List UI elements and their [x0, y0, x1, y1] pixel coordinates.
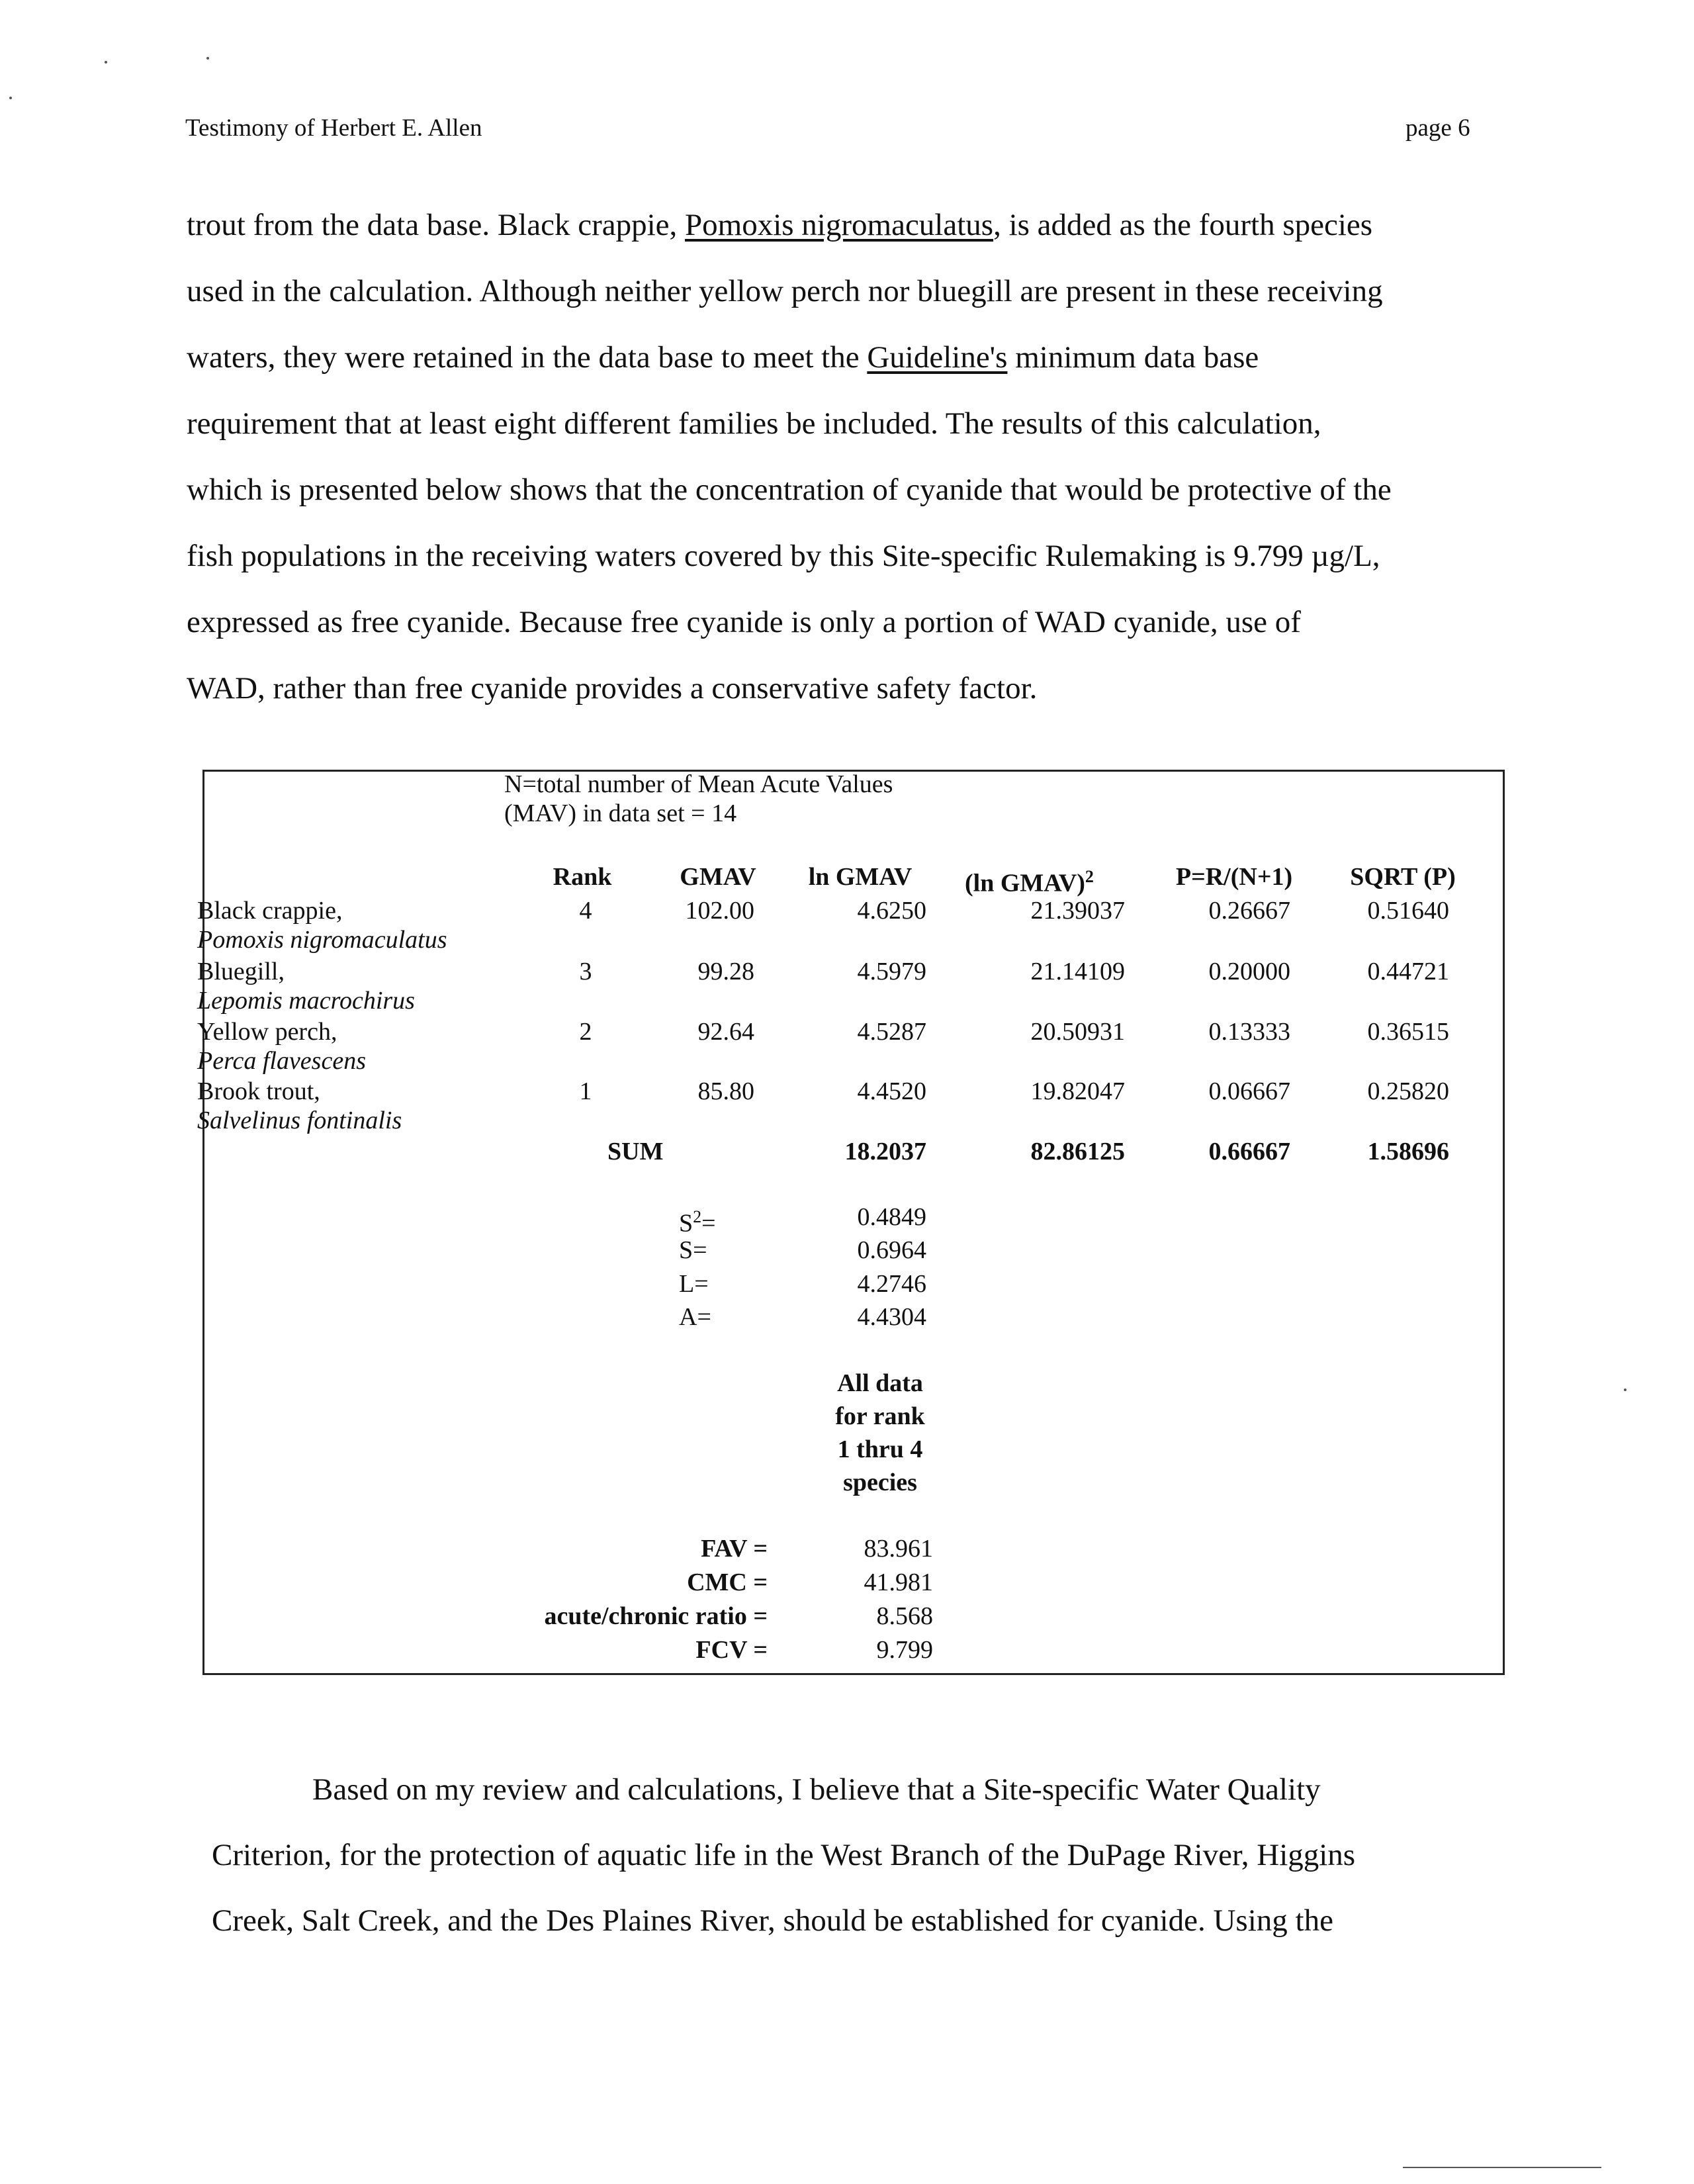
intro-line-1: [187, 192, 1392, 258]
stat-s-squared-value: 0.4849: [857, 1203, 926, 1231]
intro-line-3: [187, 324, 1392, 390]
document-header-title: Testimony of Herbert E. Allen: [185, 114, 482, 142]
stat-a-label: A=: [679, 1303, 711, 1331]
sum-p: 0.66667: [1208, 1138, 1290, 1165]
intro-line-7: expressed as free cyanide. Because free cyanide is only a portion of WAD cyanide, use of: [187, 605, 1301, 639]
row-1-rank: 4: [579, 897, 592, 925]
species-name-underlined: Pomoxis nigromaculatus: [685, 208, 994, 242]
stat-s-squared-base: S: [679, 1209, 693, 1238]
all-data-line-3: 1 thru 4: [837, 1435, 923, 1463]
row-2-p: 0.20000: [1208, 958, 1290, 985]
intro-line-5: which is presented below shows that the concentration of cyanide that would be protective of the: [187, 473, 1392, 507]
row-1-common-name: Black crappie,: [197, 897, 343, 925]
footer-rule: [1403, 2167, 1601, 2168]
row-2-latin-name: Lepomis macrochirus: [197, 987, 415, 1015]
row-3-ln-gmav-sq: 20.50931: [1030, 1018, 1125, 1046]
header-p: P=R/(N+1): [1175, 863, 1293, 891]
scan-speck: [9, 97, 12, 99]
stat-s-value: 0.6964: [857, 1236, 926, 1264]
row-1-ln-gmav: 4.6250: [857, 897, 926, 925]
row-3-gmav: 92.64: [697, 1018, 754, 1046]
row-1-latin-name: Pomoxis nigromaculatus: [197, 926, 447, 954]
table-note-line-1: N=total number of Mean Acute Values: [504, 770, 893, 798]
result-fav-value: 83.961: [864, 1535, 933, 1563]
row-1-p: 0.26667: [1208, 897, 1290, 925]
header-superscript: 2: [1085, 867, 1094, 886]
conclusion-line-2: Criterion, for the protection of aquatic life in the West Branch of the DuPage River, Higgins: [212, 1838, 1356, 1872]
header-rank: Rank: [553, 863, 612, 891]
row-1-ln-gmav-sq: 21.39037: [1030, 897, 1125, 925]
stat-a-value: 4.4304: [857, 1303, 926, 1331]
row-4-ln-gmav-sq: 19.82047: [1030, 1077, 1125, 1105]
row-1-sqrt-p: 0.51640: [1367, 897, 1449, 925]
result-fcv-label: FCV =: [695, 1636, 768, 1664]
intro-paragraph: [187, 192, 1392, 721]
all-data-line-2: for rank: [835, 1402, 925, 1430]
result-cmc-value: 41.981: [864, 1569, 933, 1596]
conclusion-line-1: Based on my review and calculations, I believe that a Site-specific Water Quality: [312, 1772, 1321, 1807]
row-3-p: 0.13333: [1208, 1018, 1290, 1046]
row-4-ln-gmav: 4.4520: [857, 1077, 926, 1105]
row-3-latin-name: Perca flavescens: [197, 1047, 366, 1075]
result-acute-chronic-label: acute/chronic ratio =: [544, 1602, 768, 1630]
intro-line-3-a: waters, they were retained in the data base to meet the: [187, 340, 868, 375]
header-ln-gmav: ln GMAV: [808, 863, 913, 891]
intro-line-4: requirement that at least eight different families be included. The results of this calculation,: [187, 406, 1321, 441]
row-2-gmav: 99.28: [697, 958, 754, 985]
row-3-common-name: Yellow perch,: [197, 1018, 337, 1046]
all-data-line-4: species: [843, 1469, 917, 1496]
sum-ln-gmav-sq: 82.86125: [1030, 1138, 1125, 1165]
intro-line-6: fish populations in the receiving waters covered by this Site-specific Rulemaking is 9.799 µg/L,: [187, 539, 1380, 573]
stat-s-label: S=: [679, 1236, 707, 1264]
conclusion-line-3: Creek, Salt Creek, and the Des Plaines River, should be established for cyanide. Using the: [212, 1903, 1333, 1938]
row-4-sqrt-p: 0.25820: [1367, 1077, 1449, 1105]
header-ln-gmav-squared-base: (ln GMAV): [965, 869, 1085, 897]
intro-line-1-a: trout from the data base. Black crappie,: [187, 208, 686, 242]
stat-s-squared-sup: 2: [693, 1207, 702, 1226]
result-cmc-label: CMC =: [687, 1569, 768, 1596]
intro-line-8: WAD, rather than free cyanide provides a conservative safety factor.: [187, 671, 1038, 705]
row-2-common-name: Bluegill,: [197, 958, 285, 985]
row-3-sqrt-p: 0.36515: [1367, 1018, 1449, 1046]
row-4-gmav: 85.80: [697, 1077, 754, 1105]
header-ln-gmav-squared: [965, 862, 1094, 898]
row-2-rank: 3: [579, 958, 592, 985]
table-note-line-2: (MAV) in data set = 14: [504, 799, 737, 827]
all-data-line-1: All data: [837, 1369, 923, 1397]
row-4-latin-name: Salvelinus fontinalis: [197, 1107, 402, 1134]
intro-line-3-b: minimum data base: [1007, 340, 1259, 375]
row-1-gmav: 102.00: [685, 897, 754, 925]
stat-l-value: 4.2746: [857, 1270, 926, 1298]
row-4-common-name: Brook trout,: [197, 1077, 320, 1105]
scan-speck: [206, 57, 209, 60]
stat-l-label: L=: [679, 1270, 709, 1298]
sum-ln-gmav: 18.2037: [844, 1138, 926, 1165]
row-2-sqrt-p: 0.44721: [1367, 958, 1449, 985]
scan-speck: [105, 61, 107, 64]
guidelines-underlined: Guideline's: [867, 340, 1008, 375]
header-gmav: GMAV: [680, 863, 756, 891]
header-sqrt-p: SQRT (P): [1350, 863, 1456, 891]
row-3-rank: 2: [579, 1018, 592, 1046]
row-4-p: 0.06667: [1208, 1077, 1290, 1105]
conclusion-paragraph: [212, 1757, 1355, 1954]
result-fcv-value: 9.799: [876, 1636, 933, 1664]
row-4-rank: 1: [579, 1077, 592, 1105]
intro-line-1-b: , is added as the fourth species: [993, 208, 1373, 242]
row-2-ln-gmav: 4.5979: [857, 958, 926, 985]
result-acute-chronic-value: 8.568: [876, 1602, 933, 1630]
sum-label: SUM: [607, 1138, 664, 1165]
stat-s-squared-eq: =: [701, 1209, 716, 1238]
intro-line-2: used in the calculation. Although neither yellow perch nor bluegill are present in these receiving: [187, 274, 1383, 308]
stat-s-squared-label: [679, 1203, 716, 1238]
row-2-ln-gmav-sq: 21.14109: [1030, 958, 1125, 985]
sum-sqrt-p: 1.58696: [1367, 1138, 1449, 1165]
result-fav-label: FAV =: [701, 1535, 768, 1563]
row-3-ln-gmav: 4.5287: [857, 1018, 926, 1046]
page-number: page 6: [1405, 114, 1470, 142]
scan-speck: [1624, 1388, 1627, 1391]
